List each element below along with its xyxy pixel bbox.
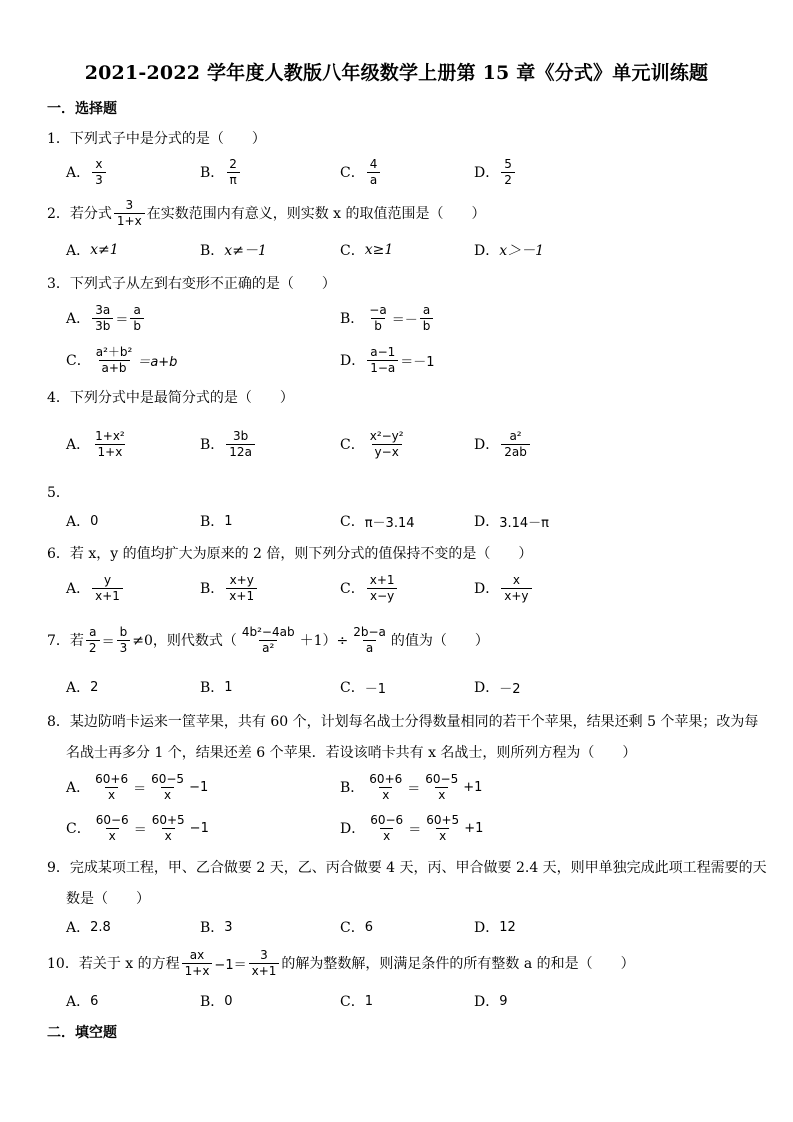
option-label: A． xyxy=(66,437,91,453)
expression-tail: ＝－1 xyxy=(400,354,435,370)
option-value: 12 xyxy=(499,919,516,935)
stem-text: ≠0，则代数式（ xyxy=(132,633,237,649)
denominator: x xyxy=(379,787,392,803)
fraction xyxy=(86,625,100,656)
option-c xyxy=(340,984,373,1018)
option-c xyxy=(340,152,382,192)
denominator: 1+x xyxy=(95,444,126,460)
numerator: x xyxy=(95,156,103,171)
denominator: x+y xyxy=(501,588,531,604)
option-label: B． xyxy=(200,514,225,530)
option-label: C． xyxy=(340,680,365,696)
section-heading-choice: 一．选择题 xyxy=(47,101,117,117)
option-b xyxy=(200,152,242,192)
numerator: x+y xyxy=(229,572,254,587)
denominator: 3b xyxy=(92,318,113,334)
operator: ＝ xyxy=(101,634,115,650)
option-label: B． xyxy=(200,243,225,259)
numerator: 2 xyxy=(229,156,237,171)
option-c xyxy=(340,232,393,268)
fraction xyxy=(367,813,406,844)
option-c xyxy=(340,424,409,464)
question-9-stem-line1: 9．完成某项工程，甲、乙合做要 2 天，乙、丙合做要 4 天，丙、甲合做要 2.4 天，则甲单独完成此项工程需要的天 xyxy=(47,860,767,876)
denominator: x xyxy=(435,787,448,803)
option-label: C． xyxy=(340,581,365,597)
option-a xyxy=(66,568,125,608)
numerator: 60−5 xyxy=(425,771,459,786)
stem-text: 的值为（ ） xyxy=(390,633,489,649)
option-d xyxy=(474,984,508,1018)
fraction xyxy=(117,625,131,656)
question-2-options xyxy=(66,232,766,268)
numerator: 60+5 xyxy=(151,812,185,827)
question-10-stem xyxy=(47,943,635,983)
option-d xyxy=(474,504,549,538)
option-label: C． xyxy=(340,514,365,530)
question-4-options xyxy=(66,424,766,464)
numerator: a xyxy=(133,302,141,317)
numerator: a xyxy=(422,302,431,317)
fraction xyxy=(501,573,531,604)
denominator: 1−a xyxy=(367,360,398,376)
option-label: A． xyxy=(66,165,91,181)
fraction xyxy=(93,345,136,376)
option-a xyxy=(66,298,146,338)
option-d xyxy=(474,568,534,608)
denominator: 2 xyxy=(86,640,100,656)
stem-text: 10．若关于 x 的方程 xyxy=(47,956,180,972)
option-label: C． xyxy=(66,821,91,837)
fraction xyxy=(249,948,280,979)
numerator: a² xyxy=(509,428,522,443)
numerator: 60+6 xyxy=(369,771,403,786)
numerator: 3b xyxy=(232,428,249,443)
option-value: 0 xyxy=(224,993,233,1009)
denominator: x xyxy=(162,828,175,844)
expression-tail: +1 xyxy=(464,820,484,836)
numerator: a−1 xyxy=(370,344,396,359)
numerator: x²−y² xyxy=(369,428,404,443)
operator: ＝ xyxy=(115,312,129,328)
denominator: a xyxy=(363,640,376,656)
question-6-options xyxy=(66,568,766,608)
option-a xyxy=(66,504,98,538)
option-d xyxy=(474,910,516,944)
option-label: C． xyxy=(66,353,91,369)
option-label: A． xyxy=(66,994,91,1010)
denominator: x xyxy=(161,787,174,803)
question-5-stem: 5． xyxy=(47,485,70,501)
option-label: D． xyxy=(474,994,500,1010)
denominator: 12a xyxy=(226,444,255,460)
option-value: π－3.14 xyxy=(364,515,415,531)
option-label: C． xyxy=(340,243,365,259)
numerator: ax xyxy=(189,947,205,962)
option-d xyxy=(474,232,544,268)
question-8-options-row2 xyxy=(66,808,766,848)
fraction xyxy=(148,772,187,803)
question-6-stem: 6．若 x，y 的值均扩大为原来的 2 倍，则下列分式的值保持不变的是（ ） xyxy=(47,546,533,562)
option-label: A． xyxy=(66,243,91,259)
option-a xyxy=(66,910,111,944)
denominator: a+b xyxy=(99,360,130,376)
question-3-stem: 3．下列式子从左到右变形不正确的是（ ） xyxy=(47,276,336,292)
stem-text: ＋1）÷ xyxy=(299,633,349,649)
numerator: 60−6 xyxy=(370,812,404,827)
numerator: 4b²−4ab xyxy=(241,624,295,639)
question-10-options xyxy=(66,984,766,1018)
option-label: A． xyxy=(66,581,91,597)
option-b xyxy=(340,298,435,338)
denominator: y−x xyxy=(372,444,402,460)
option-value: 0 xyxy=(90,513,99,529)
option-b xyxy=(200,670,233,704)
option-a xyxy=(66,424,130,464)
operator: ＝－ xyxy=(391,312,418,328)
page-title: 2021-2022 学年度人教版八年级数学上册第 15 章《分式》单元训练题 xyxy=(84,62,709,84)
option-b xyxy=(200,984,233,1018)
option-b xyxy=(200,910,233,944)
option-value: 6 xyxy=(90,993,99,1009)
question-8-options-row1 xyxy=(66,767,766,807)
stem-text: 2．若分式 xyxy=(47,206,112,222)
fraction xyxy=(92,573,123,604)
denominator: 3 xyxy=(117,640,131,656)
numerator: 60−5 xyxy=(151,771,185,786)
option-c xyxy=(66,340,177,380)
stem-text: 在实数范围内有意义，则实数 x 的取值范围是（ ） xyxy=(146,206,486,222)
question-9-stem-line2: 数是（ ） xyxy=(66,891,150,907)
expression-tail: ＝a+b xyxy=(137,354,178,370)
option-label: D． xyxy=(474,243,500,259)
operator: ＝ xyxy=(133,781,147,797)
numerator: 60+5 xyxy=(426,812,460,827)
question-1-stem: 1．下列式子中是分式的是（ ） xyxy=(47,131,266,147)
fraction xyxy=(367,157,381,188)
numerator: −a xyxy=(369,302,387,317)
option-label: D． xyxy=(474,165,500,181)
denominator: a² xyxy=(259,640,277,656)
option-value: 1 xyxy=(364,993,373,1009)
stem-text: 的解为整数解，则满足条件的所有整数 a 的和是（ ） xyxy=(281,956,635,972)
option-value: －2 xyxy=(499,681,521,697)
option-b xyxy=(200,568,259,608)
option-label: A． xyxy=(66,514,91,530)
expression-tail: −1 xyxy=(189,779,209,795)
fraction xyxy=(92,772,131,803)
option-label: A． xyxy=(66,311,91,327)
option-value: 6 xyxy=(364,919,373,935)
fraction xyxy=(367,573,398,604)
fraction xyxy=(93,813,132,844)
fraction xyxy=(239,625,298,656)
option-a xyxy=(66,152,108,192)
fraction xyxy=(92,157,106,188)
option-a xyxy=(66,984,98,1018)
numerator: b xyxy=(119,624,128,639)
fraction xyxy=(130,303,144,334)
operator: ＝ xyxy=(133,822,147,838)
option-label: C． xyxy=(340,437,365,453)
operator: ＝ xyxy=(407,781,421,797)
option-label: A． xyxy=(66,780,91,796)
expression-tail: +1 xyxy=(463,779,483,795)
denominator: x+1 xyxy=(92,588,123,604)
numerator: 60−6 xyxy=(95,812,129,827)
stem-text: 7．若 xyxy=(47,633,84,649)
option-value: x≠－1 xyxy=(224,243,267,259)
denominator: x+1 xyxy=(249,963,280,979)
option-value: －1 xyxy=(364,681,386,697)
question-3-options-row1 xyxy=(66,298,766,338)
numerator: 60+6 xyxy=(95,771,129,786)
question-7-stem xyxy=(47,620,489,660)
option-label: D． xyxy=(474,920,500,936)
fraction xyxy=(149,813,188,844)
option-b xyxy=(200,504,233,538)
numerator: 3a xyxy=(95,302,111,317)
option-label: D． xyxy=(474,680,500,696)
question-8-stem-line1: 8．某边防哨卡运来一筐苹果，共有 60 个，计划每名战士分得数量相同的若干个苹果，结果还剩 5 个苹果；改为每 xyxy=(47,714,759,730)
question-3-options-row2 xyxy=(66,340,766,380)
option-label: B． xyxy=(200,437,225,453)
denominator: x xyxy=(106,828,119,844)
option-label: D． xyxy=(474,514,500,530)
option-label: C． xyxy=(340,920,365,936)
option-value: 2 xyxy=(90,679,99,695)
fraction xyxy=(501,429,530,460)
fraction xyxy=(182,948,213,979)
option-c xyxy=(340,910,373,944)
option-label: C． xyxy=(340,165,365,181)
question-2-stem xyxy=(47,196,486,230)
fraction xyxy=(350,625,389,656)
option-value: x≠1 xyxy=(90,242,119,258)
denominator: 2ab xyxy=(501,444,530,460)
numerator: 4 xyxy=(369,156,378,171)
option-d xyxy=(474,670,521,704)
denominator: x xyxy=(380,828,393,844)
fraction xyxy=(366,303,389,334)
numerator: a²＋b² xyxy=(95,344,133,359)
denominator: 1+x xyxy=(114,213,145,229)
denominator: π xyxy=(227,172,240,188)
denominator: x+1 xyxy=(226,588,257,604)
option-value: 3 xyxy=(224,919,233,935)
question-5-options xyxy=(66,504,766,538)
question-4-stem: 4．下列分式中是最简分式的是（ ） xyxy=(47,390,294,406)
option-label: B． xyxy=(200,920,225,936)
option-label: B． xyxy=(200,680,225,696)
option-c xyxy=(66,808,209,848)
fraction xyxy=(367,429,407,460)
denominator: x xyxy=(436,828,449,844)
option-label: B． xyxy=(200,165,225,181)
fraction xyxy=(422,772,461,803)
option-value: 1 xyxy=(224,513,233,529)
option-c xyxy=(340,568,400,608)
option-label: C． xyxy=(340,994,365,1010)
denominator: x xyxy=(105,787,118,803)
fraction xyxy=(226,573,257,604)
denominator: b xyxy=(130,318,144,334)
numerator: 1+x² xyxy=(95,428,125,443)
option-label: A． xyxy=(66,680,91,696)
option-value: x＞－1 xyxy=(499,243,545,259)
option-b xyxy=(200,232,267,268)
option-b xyxy=(340,767,482,807)
option-label: D． xyxy=(340,821,366,837)
question-1-options xyxy=(66,152,766,192)
denominator: 1+x xyxy=(182,963,213,979)
option-label: B． xyxy=(340,780,365,796)
numerator: 3 xyxy=(125,197,134,212)
fraction xyxy=(226,429,255,460)
option-c xyxy=(340,670,386,704)
numerator: y xyxy=(103,572,112,587)
question-9-options xyxy=(66,910,766,944)
fraction xyxy=(92,429,128,460)
option-value: 9 xyxy=(499,993,508,1009)
operator: −1＝ xyxy=(214,957,247,973)
option-value: 2.8 xyxy=(90,919,111,935)
question-8-stem-line2: 名战士再多分 1 个，结果还差 6 个苹果．若设该哨卡共有 x 名战士，则所列方程为（ ） xyxy=(66,745,637,761)
fraction xyxy=(423,813,462,844)
denominator: a xyxy=(367,172,380,188)
option-label: A． xyxy=(66,920,91,936)
denominator: x−y xyxy=(367,588,397,604)
numerator: x xyxy=(512,572,520,587)
option-a xyxy=(66,767,208,807)
denominator: b xyxy=(371,318,385,334)
denominator: 3 xyxy=(92,172,106,188)
fraction xyxy=(367,345,398,376)
option-label: B． xyxy=(200,994,225,1010)
option-d xyxy=(474,424,532,464)
numerator: 2b−a xyxy=(353,624,386,639)
option-a xyxy=(66,670,98,704)
operator: ＝ xyxy=(408,822,422,838)
option-label: D． xyxy=(474,581,500,597)
numerator: 3 xyxy=(260,947,268,962)
numerator: a xyxy=(89,624,97,639)
option-a xyxy=(66,232,119,268)
option-c xyxy=(340,504,415,538)
fraction xyxy=(92,303,113,334)
section-heading-fill: 二．填空题 xyxy=(47,1025,117,1041)
fraction xyxy=(501,157,515,188)
numerator: 5 xyxy=(504,156,512,171)
numerator: x+1 xyxy=(369,572,395,587)
expression-tail: −1 xyxy=(189,820,209,836)
denominator: b xyxy=(420,318,434,334)
option-label: D． xyxy=(340,353,366,369)
option-label: D． xyxy=(474,437,500,453)
fraction xyxy=(226,157,240,188)
fraction xyxy=(114,198,145,229)
option-d xyxy=(340,340,435,380)
option-b xyxy=(200,424,257,464)
fraction xyxy=(366,772,405,803)
option-label: B． xyxy=(200,581,225,597)
option-value: 1 xyxy=(224,679,233,695)
option-d xyxy=(474,152,517,192)
option-value: 3.14－π xyxy=(499,515,550,531)
option-value: x≥1 xyxy=(364,242,394,258)
denominator: 2 xyxy=(501,172,515,188)
option-label: B． xyxy=(340,311,365,327)
option-d xyxy=(340,808,483,848)
fraction xyxy=(420,303,434,334)
question-7-options xyxy=(66,670,766,704)
